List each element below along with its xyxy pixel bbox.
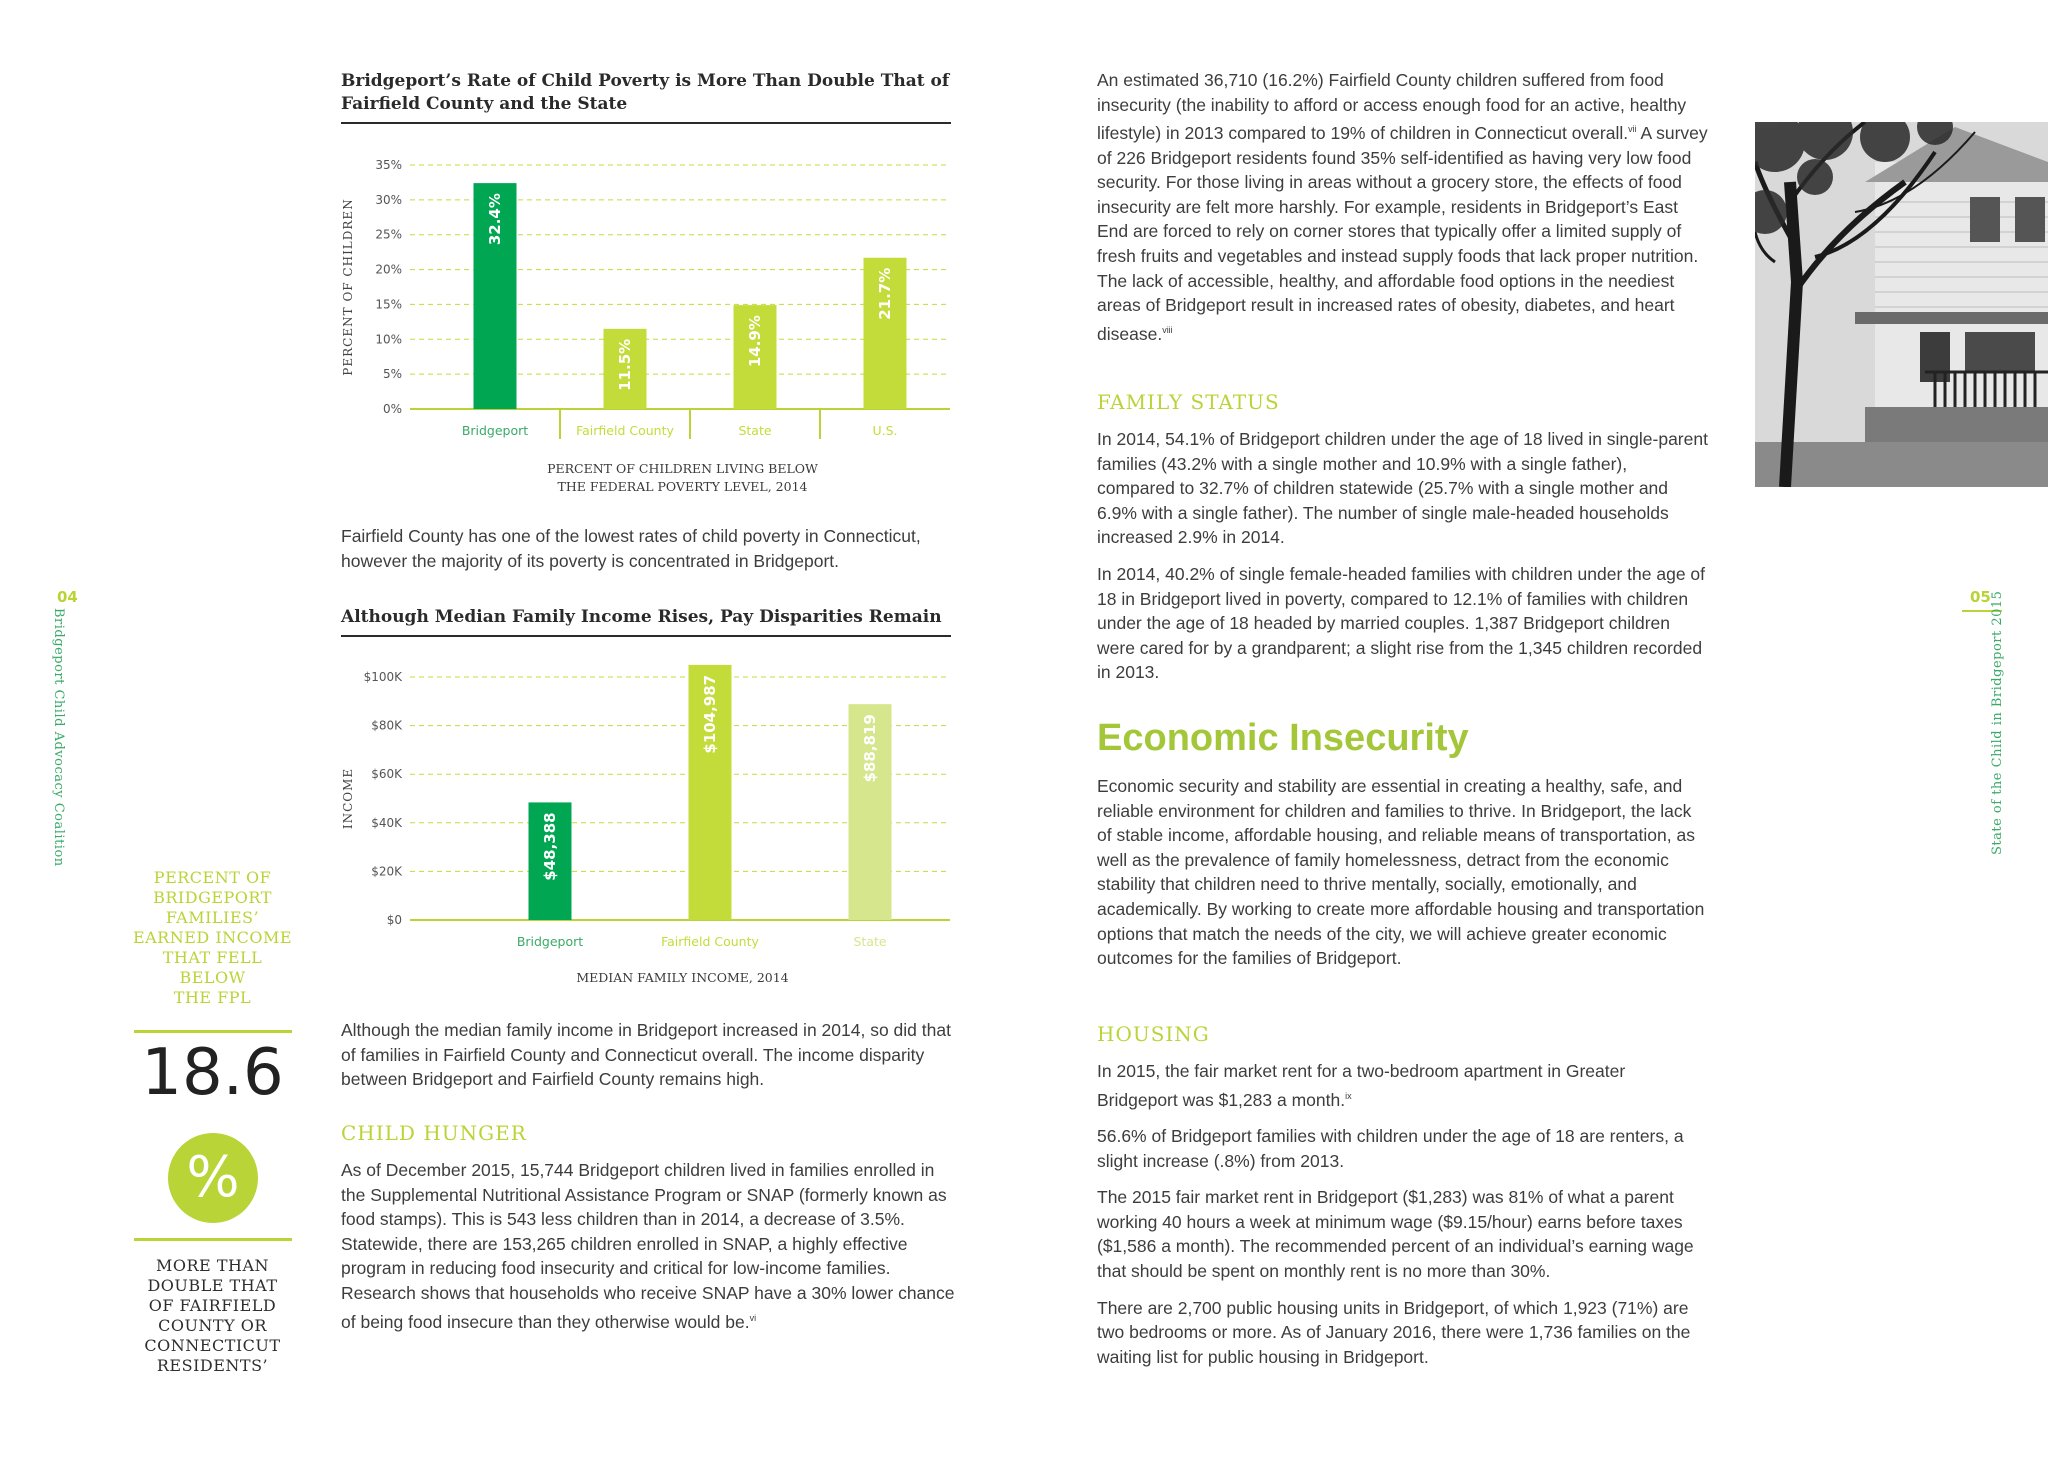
category-label: Fairfield County [576, 423, 674, 438]
y-tick-label: 5% [382, 367, 402, 382]
category-label: Bridgeport [461, 423, 529, 438]
category-label: U.S. [872, 423, 898, 438]
housing-p1-text: In 2015, the fair market rent for a two-bedroom apartment in Greater Bridgeport was $1,283 a month. [1097, 1061, 1626, 1110]
food-insecurity-paragraph [1097, 68, 1709, 346]
economic-insecurity-text: Economic security and stability are essential in creating a healthy, safe, and reliable environment for children and families to thrive. In Bridgeport, the lack of stable income, affordable housing, and reliable means of transportation, as well as the prevalence of family homelessness, detract from the economic stability that children need to thrive mentally, socially, emotionally, and academically. By working to create more affordable housing and transportation options that match the needs of the city, we will achieve greater economic outcomes for the families of Bridgeport. [1097, 776, 1705, 969]
upper-window-2 [2015, 197, 2045, 242]
housing-note: ix [1345, 1090, 1352, 1101]
chart1-caption [420, 460, 945, 496]
child-hunger-note: vi [749, 1312, 757, 1323]
stat-bottom-line: MORE THAN [156, 1256, 269, 1275]
stat-divider-top [134, 1030, 292, 1033]
income-chart [330, 658, 960, 958]
housing-p3: The 2015 fair market rent in Bridgeport ($1,283) was 81% of what a parent working 40 hours a week at minimum wage ($9.15/hour) earns before taxes ($1,586 a month). The recommended percent of an individual’s earning wage that should be spent on monthly rent is no more than 30%. [1097, 1187, 1694, 1281]
y-tick-label: 20% [375, 262, 402, 277]
bar-value-label: $104,987 [701, 674, 719, 754]
stat-top-line: THAT FELL [162, 948, 263, 967]
chart2-title: Although Median Family Income Rises, Pay Disparities Remain [341, 606, 951, 637]
housing-text [1097, 1059, 1709, 1381]
house-photo [1755, 122, 2048, 487]
porch-roof [1855, 312, 2048, 324]
stat-value: 18.6 [141, 1036, 284, 1110]
side-label-right: State of the Child in Bridgeport 2015 [1990, 590, 2005, 855]
child-hunger-heading: CHILD HUNGER [341, 1121, 527, 1145]
page-number-left: 04 [57, 588, 78, 606]
stat-bottom-line: DOUBLE THAT [147, 1276, 278, 1295]
stat-top-label [130, 868, 295, 1008]
poverty-chart [330, 148, 960, 448]
family-status-p2: In 2014, 40.2% of single female-headed families with children under the age of 18 in Bridgeport lived in poverty, compared to 12.1% of families with children under the age of 18 headed by married couples. 1,387 Bridgeport children were cared for by a grandparent; a slight rise from the 1,345 children recorded in 2013. [1097, 563, 1706, 683]
y-tick-label: 15% [375, 297, 402, 312]
category-label: Fairfield County [661, 934, 759, 949]
food-note-2: viii [1162, 324, 1173, 335]
bar-value-label: $48,388 [541, 812, 559, 881]
child-hunger-body: As of December 2015, 15,744 Bridgeport children lived in families enrolled in the Supplemental Nutritional Assistance Program or SNAP (formerly known as food stamps). This is 543 less children than in 2014, a decrease of 3.5%. Statewide, there are 153,265 children enrolled in SNAP, a highly effective program in reducing food insecurity and critical for low-income families. Research shows that households who receive SNAP have a 30% lower chance of being food insecure than they otherwise would be. [341, 1160, 955, 1332]
y-tick-label: 30% [375, 192, 402, 207]
stat-top-line: BELOW [179, 968, 246, 987]
category-label: State [853, 934, 887, 949]
y-tick-label: $60K [371, 767, 402, 782]
stat-top-line: PERCENT OF [153, 868, 272, 887]
y-tick-label: 35% [375, 158, 402, 172]
bar-value-label: 32.4% [486, 193, 504, 246]
y-axis-label: PERCENT OF CHILDREN [341, 198, 355, 376]
chart1-title: Bridgeport’s Rate of Child Poverty is More Than Double That of Fairfield County and the State [341, 70, 951, 124]
y-tick-label: $20K [371, 864, 402, 879]
chart1-paragraph: Fairfield County has one of the lowest rates of child poverty in Connecticut, however the majority of its poverty is concentrated in Bridgeport. [341, 526, 921, 571]
stat-top-line: BRIDGEPORT [153, 888, 272, 907]
y-tick-label: 25% [375, 227, 402, 242]
y-tick-label: 10% [375, 332, 402, 347]
ground [1755, 442, 2048, 487]
chart1-caption-line1: PERCENT OF CHILDREN LIVING BELOW [547, 461, 818, 476]
side-label-left: Bridgeport Child Advocacy Coalition [51, 608, 66, 867]
stat-bottom-line: CONNECTICUT [144, 1336, 281, 1355]
stat-bottom-line: OF FAIRFIELD [148, 1296, 277, 1315]
stat-unit-badge: % [168, 1133, 258, 1223]
y-tick-label: $0 [386, 913, 402, 927]
stat-top-line: EARNED INCOME [132, 928, 293, 947]
y-tick-label: $40K [371, 815, 402, 830]
chart2-caption: MEDIAN FAMILY INCOME, 2014 [576, 970, 789, 985]
y-tick-label: $100K [363, 670, 402, 684]
stat-bottom-line: RESIDENTS’ [156, 1356, 269, 1375]
housing-heading: HOUSING [1097, 1022, 1210, 1046]
food-note-1: vii [1628, 124, 1637, 135]
family-status-p1: In 2014, 54.1% of Bridgeport children under the age of 18 lived in single-parent families (43.2% with a single mother and 10.9% with a single father), compared to 32.7% of children statewide (25.7% with a single mother and 6.9% with a single father). The number of single male-headed households increased 2.9% in 2014. [1097, 429, 1708, 548]
housing-p1 [1097, 1059, 1709, 1112]
porch-window [1965, 332, 2035, 372]
stat-top-line: THE FPL [173, 988, 252, 1007]
food-text-1: An estimated 36,710 (16.2%) Fairfield County children suffered from food insecurity (the inability to afford or access enough food for an active, healthy lifestyle) in 2013 compared to 19% of children in Connecticut overall. [1097, 70, 1687, 144]
housing-p4: There are 2,700 public housing units in Bridgeport, of which 1,923 (71%) are two bedrooms or more. As of January 2016, there were 1,736 families on the waiting list for public housing in Bridgeport. [1097, 1297, 1691, 1367]
chart1-caption-line2: THE FEDERAL POVERTY LEVEL, 2014 [557, 479, 808, 494]
child-hunger-text [341, 1158, 956, 1334]
family-status-heading: FAMILY STATUS [1097, 390, 1280, 414]
y-tick-label: $80K [371, 718, 402, 733]
stat-bottom-label [130, 1256, 295, 1376]
family-status-text [1097, 427, 1709, 697]
food-text-2: A survey of 226 Bridgeport residents found 35% self-identified as having very low food security. For those living in areas without a grocery store, the effects of food insecurity are felt more harshly. For example, residents in Bridgeport’s East End are forced to rely on corner stores that typically offer a limited supply of fresh fruits and vegetables and instead supply foods that lack proper nutrition. The lack of accessible, healthy, and affordable food options in the neediest areas of Bridgeport result in increased rates of obesity, diabetes, and heart disease. [1097, 123, 1708, 344]
bar-value-label: $88,819 [861, 714, 879, 783]
page-number-right: 05 [1970, 588, 1991, 606]
category-label: Bridgeport [516, 934, 584, 949]
stat-divider-bottom [134, 1238, 292, 1241]
y-axis-label: INCOME [341, 767, 355, 830]
bar-value-label: 14.9% [746, 315, 764, 368]
y-tick-label: 0% [382, 402, 402, 416]
stat-top-line: FAMILIES’ [165, 908, 260, 927]
upper-window [1970, 197, 2000, 242]
stat-bottom-line: COUNTY OR [158, 1316, 267, 1335]
housing-p2: 56.6% of Bridgeport families with children under the age of 18 are renters, a slight increase (.8%) from 2013. [1097, 1126, 1684, 1171]
economic-insecurity-heading: Economic Insecurity [1097, 717, 1469, 759]
chart2-paragraph: Although the median family income in Bridgeport increased in 2014, so did that of families in Fairfield County and Connecticut overall. The income disparity between Bridgeport and Fairfield County remains high. [341, 1020, 951, 1090]
bar-value-label: 21.7% [876, 267, 894, 320]
bar-value-label: 11.5% [616, 338, 634, 391]
category-label: State [738, 423, 772, 438]
